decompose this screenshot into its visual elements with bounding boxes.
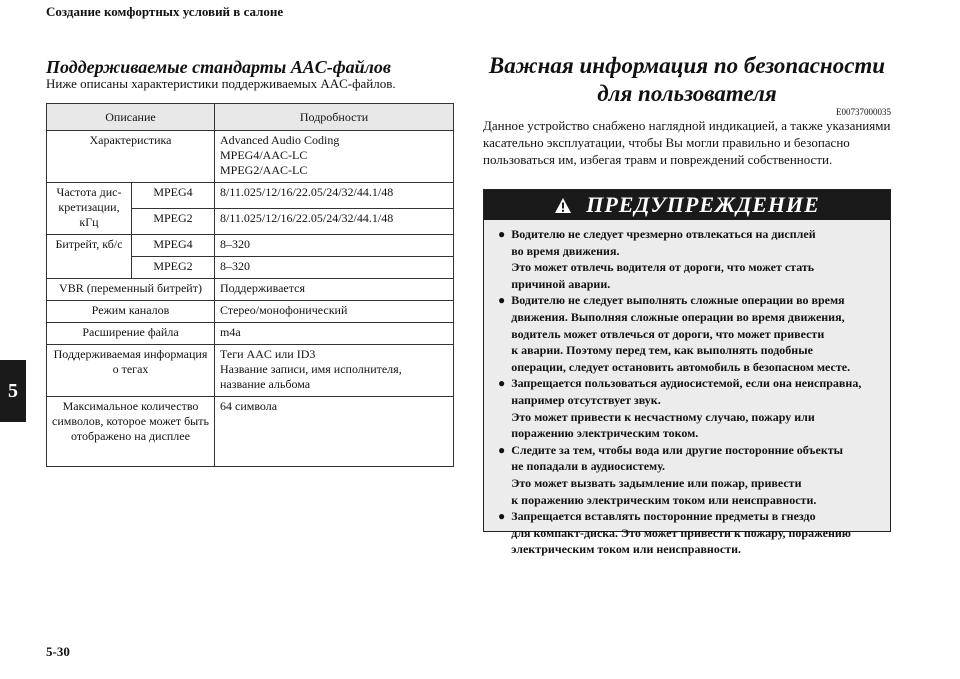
- warning-item-text: Водителю не следует чрезмерно отвлекаться на дисплей во время движения. Это может отвлечь водителя от дороги, что может стать причиной аварии.: [511, 227, 816, 291]
- table-cell-value: Поддерживается: [215, 279, 454, 301]
- section-title-line: для пользователя: [597, 81, 777, 106]
- table-row: [47, 279, 454, 301]
- table-cell-value: 8–320: [215, 257, 454, 279]
- table-cell-value: Теги AAC или ID3 Название записи, имя исполнителя, название альбома: [215, 345, 454, 397]
- table-cell-value: 8–320: [215, 235, 454, 257]
- safety-intro: Данное устройство снабжено наглядной индикацией, а также указаниями касательно эксплуатации, чтобы Вы могли правильно и безопасно пользоваться им, избегая травм и повреждений собственности.: [483, 118, 891, 167]
- table-row: [47, 301, 454, 323]
- table-row: [47, 183, 454, 209]
- table-header-row: [47, 104, 454, 131]
- table-header-description: Описание: [47, 104, 215, 131]
- table-cell-type: MPEG2: [132, 209, 215, 235]
- warning-title: ПРЕДУПРЕЖДЕНИЕ: [586, 192, 820, 217]
- section-title-line: Важная информация по безопасности: [488, 53, 886, 78]
- table-row: [47, 235, 454, 257]
- table-cell-value: Стерео/монофонический: [215, 301, 454, 323]
- page-number: 5-30: [46, 644, 70, 659]
- section-title-aac: Поддерживаемые стандарты AAC-файлов: [46, 57, 391, 77]
- bullet-icon: ●: [498, 293, 506, 308]
- table-row: [47, 397, 454, 467]
- warning-header: [484, 190, 890, 220]
- warning-list: [484, 226, 890, 558]
- table-cell-label: Поддерживаемая информация о тегах: [47, 345, 215, 397]
- list-item: [498, 375, 882, 441]
- table-cell-value: Advanced Audio Coding MPEG4/AAC-LC MPEG2/AAC-LC: [215, 131, 454, 183]
- table-row: [47, 323, 454, 345]
- table-cell-value: 8/11.025/12/16/22.05/24/32/44.1/48: [215, 183, 454, 209]
- list-item: [498, 226, 882, 292]
- table-cell-value: 8/11.025/12/16/22.05/24/32/44.1/48: [215, 209, 454, 235]
- document-code: E00737000035: [836, 107, 891, 117]
- warning-box: [483, 189, 891, 557]
- table-cell-value: m4a: [215, 323, 454, 345]
- warning-item-text: Водителю не следует выполнять сложные операции во время движения. Выполняя сложные операции во время движения, водитель может отвлечься от дороги, что может привести к аварии. Поэтому перед тем, как выполнять подобные операции, следует остановить автомобиль в безопасном месте.: [511, 293, 851, 374]
- table-cell-value: 64 символа: [215, 397, 454, 467]
- warning-triangle-icon: [554, 197, 572, 214]
- table-cell-label: VBR (переменный битрейт): [47, 279, 215, 301]
- table-row: [47, 131, 454, 183]
- table-cell-label: Расширение файла: [47, 323, 215, 345]
- warning-item-text: Запрещается вставлять посторонние предметы в гнездо для компакт-диска. Это может привести к пожару, поражению электрическим током или неисправности.: [511, 509, 851, 557]
- table-cell-label: Режим каналов: [47, 301, 215, 323]
- list-item: [498, 292, 882, 375]
- chapter-tab: 5: [0, 360, 26, 422]
- bullet-icon: ●: [498, 442, 506, 457]
- table-cell-label: Битрейт, кб/с: [47, 235, 132, 279]
- running-header: Создание комфортных условий в салоне: [46, 4, 284, 19]
- aac-spec-table: [46, 103, 454, 467]
- table-cell-type: MPEG4: [132, 183, 215, 209]
- table-row: [47, 345, 454, 397]
- bullet-icon: ●: [498, 227, 506, 241]
- warning-item-text: Запрещается пользоваться аудиосистемой, если она неисправна, например отсутствует звук. Это может привести к несчастному случаю, пожару или поражению электрическим током.: [511, 376, 862, 441]
- table-cell-label: Частота дис- кретизации, кГц: [47, 183, 132, 235]
- table-header-details: Подробности: [215, 104, 454, 131]
- list-item: [498, 442, 882, 508]
- section-intro-aac: Ниже описаны характеристики поддерживаемых AAC-файлов.: [46, 76, 396, 91]
- table-cell-label: Характеристика: [47, 131, 215, 183]
- list-item: [498, 508, 882, 558]
- warning-item-text: Следите за тем, чтобы вода или другие посторонние объекты не попадали в аудиосистему. Это может вызвать задымление или пожар, привести к поражению электрическим током или неисправности.: [511, 442, 843, 507]
- table-cell-label: Максимальное количество символов, которое может быть отображено на дисплее: [47, 397, 215, 467]
- table-cell-type: MPEG4: [132, 235, 215, 257]
- bullet-icon: ●: [498, 376, 506, 391]
- table-cell-type: MPEG2: [132, 257, 215, 279]
- section-title-safety: [483, 52, 891, 108]
- bullet-icon: ●: [498, 509, 506, 524]
